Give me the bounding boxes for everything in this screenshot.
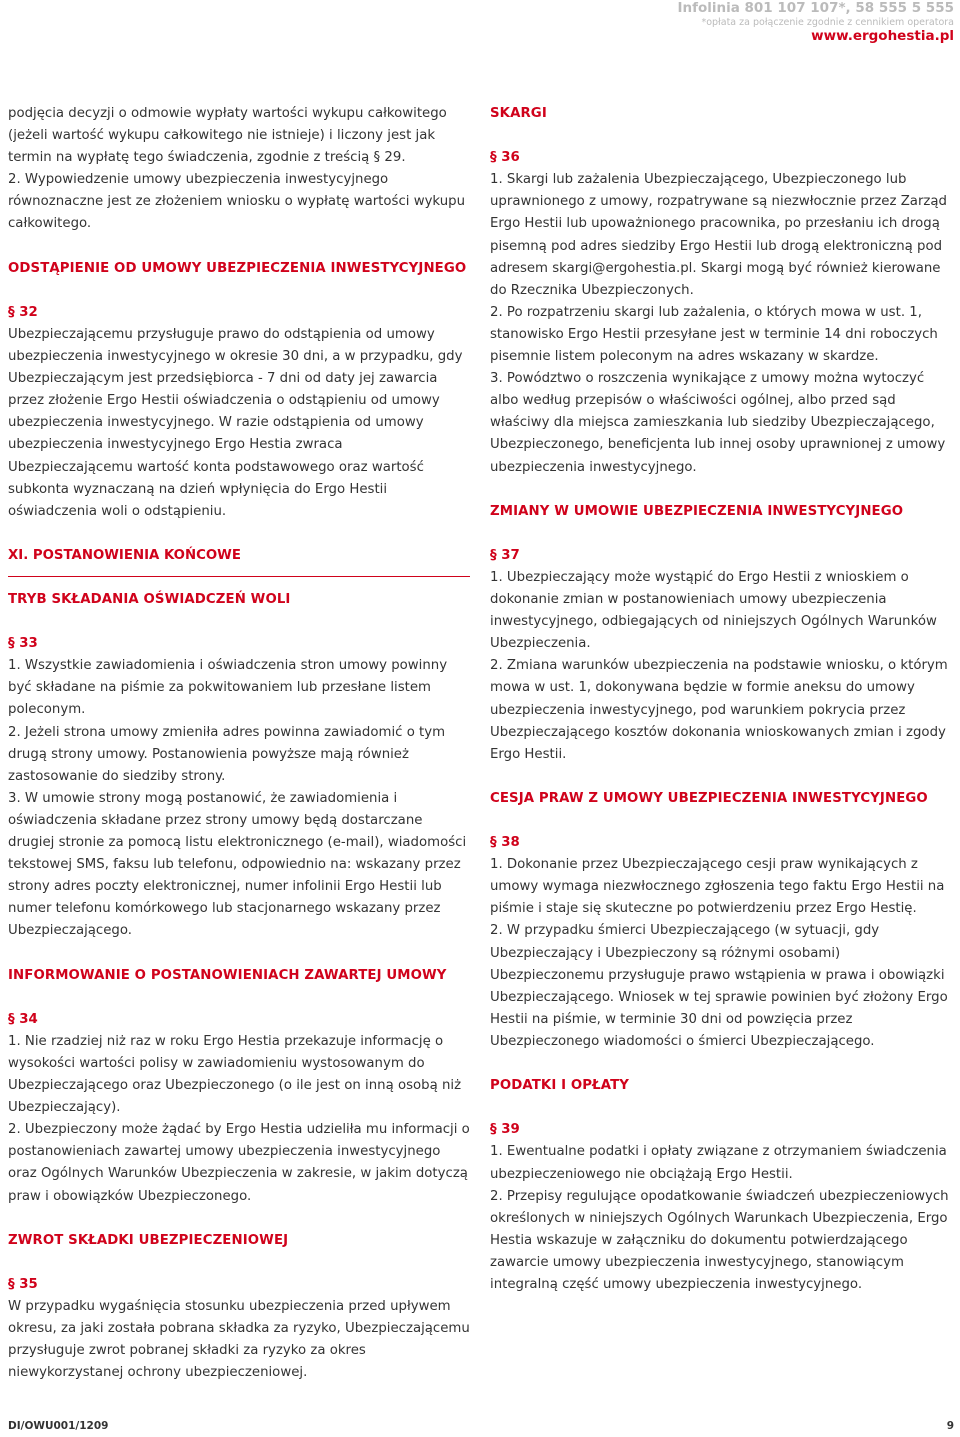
right-column (490, 103, 952, 1296)
paragraph-34-item: 2. Ubezpieczony może żądać by Ergo Hestia udzieliła mu informacji o postanowieniach zawartej umowy ubezpieczenia inwestycyjnego oraz Ogólnych Warunków Ubezpieczenia w zakresie, w jakim dotyczą praw i obowiązków Ubezpieczonego. (8, 1122, 470, 1204)
heading-podatki: PODATKI I OPŁATY (490, 1078, 630, 1094)
heading-tryb: TRYB SKŁADANIA OŚWIADCZEŃ WOLI (8, 591, 291, 607)
heading-odstapienie: ODSTĄPIENIE OD UMOWY UBEZPIECZENIA INWESTYCYJNEGO (8, 260, 467, 276)
website-link[interactable]: www.ergohestia.pl (811, 28, 954, 44)
page-header (677, 0, 954, 45)
paragraph-34-item: 1. Nie rzadziej niż raz w roku Ergo Hestia przekazuje informację o wysokości wartości polisy w zawiadomieniu wystosowanym do Ubezpieczającego oraz Ubezpieczonego (o ile jest on inną osobą niż Ubezpieczający). (8, 1033, 462, 1116)
paragraph-36-item: 3. Powództwo o roszczenia wynikające z umowy można wytoczyć albo według przepisów o właściwości ogólnej, albo przed sąd właściwy dla miejsca zamieszkania lub siedziby Ubezpieczającego, Ubezpieczonego, beneficjenta lub innej osoby uprawnionej z umowy ubezpieczenia inwestycyjnego. (490, 371, 946, 475)
paragraph-38-item: 1. Dokonanie przez Ubezpieczającego cesji praw wynikających z umowy wymaga niezwłocznego zgłoszenia tego faktu Ergo Hestii na piśmie i staje się skuteczne po potwierdzeniu przez Ergo Hestię. (490, 857, 945, 917)
paragraph-number-37: § 37 (490, 547, 520, 563)
intro-paragraph: podjęcia decyzji o odmowie wypłaty wartości wykupu całkowitego (jeżeli wartość wykupu całkowitego nie istnieje) i liczony jest jak termin na wypłatę tego świadczenia, zgodnie z treścią § 29. (8, 106, 447, 166)
paragraph-33-item: 3. W umowie strony mogą postanowić, że zawiadomienia i oświadczenia składane przez strony umowy będą dostarczane drugiej stronie za pomocą listu elektronicznego (e-mail), wiadomości tekstowej SMS, faksu lub telefonu, odpowiednio na: wskazany przez strony adres poczty elektronicznej, numer infolinii Ergo Hestii lub numer telefonu komórkowego lub stacjonarnego wskazany przez Ubezpieczającego. (8, 790, 467, 939)
paragraph-39-item: 2. Przepisy regulujące opodatkowanie świadczeń ubezpieczeniowych określonych w niniejszych Ogólnych Warunkach Ubezpieczenia, Ergo Hestia wskazuje w załączniku do dokumentu potwierdzającego zawarcie umowy ubezpieczenia inwestycyjnego, stanowiącym integralną część umowy ubezpieczenia inwestycyjnego. (490, 1188, 949, 1292)
paragraph-33-item: 1. Wszystkie zawiadomienia i oświadczenia stron umowy powinny być składane na piśmie za pokwitowaniem lub przesłane listem poleconym. (8, 658, 448, 718)
paragraph-36-item: 1. Skargi lub zażalenia Ubezpieczającego, Ubezpieczonego lub uprawnionego z umowy, rozpatrywane są niezwłocznie przez Zarząd Ergo Hestii lub upoważnionego pracownika, po przesłaniu ich drogą pisemną pod adres siedziby Ergo Hestii lub drogą elektroniczną pod adresem skargi@ergohestia.pl. Skargi mogą być również kierowane do Rzecznika Ubezpieczonych. (490, 172, 947, 298)
section-divider (8, 576, 470, 577)
heading-cesja: CESJA PRAW Z UMOWY UBEZPIECZENIA INWESTYCYJNEGO (490, 790, 928, 806)
paragraph-number-33: § 33 (8, 636, 38, 652)
section-xi-title: XI. POSTANOWIENIA KOŃCOWE (8, 547, 241, 563)
paragraph-number-35: § 35 (8, 1276, 38, 1292)
paragraph-number-32: § 32 (8, 304, 38, 320)
paragraph-number-39: § 39 (490, 1122, 520, 1138)
heading-skargi: SKARGI (490, 106, 547, 121)
paragraph-39-item: 1. Ewentualne podatki i opłaty związane z otrzymaniem świadczenia ubezpieczeniowego nie obciążają Ergo Hestii. (490, 1144, 947, 1182)
paragraph-36-item: 2. Po rozpatrzeniu skargi lub zażalenia, o których mowa w ust. 1, stanowisko Ergo Hestii przesyłane jest w terminie 14 dni roboczych pisemnie listem poleconym na adres wskazany w skardze. (490, 304, 938, 365)
document-code: DI/OWU001/1209 (8, 1420, 109, 1432)
paragraph-number-34: § 34 (8, 1011, 38, 1027)
intro-paragraph: 2. Wypowiedzenie umowy ubezpieczenia inwestycyjnego równoznaczne jest ze złożeniem wniosku o wypłatę wartości wykupu całkowitego. (8, 172, 466, 232)
paragraph-38-item: 2. W przypadku śmierci Ubezpieczającego (w sytuacji, gdy Ubezpieczający i Ubezpieczony są różnymi osobami) Ubezpieczonemu przysługuje prawo wstąpienia w prawa i obowiązki Ubezpieczającego. Wniosek w tej sprawie powinien być złożony Ergo Hestii na piśmie, w terminie 30 dni od powzięcia przez Ubezpieczonego wiadomości o śmierci Ubezpieczającego. (490, 923, 948, 1049)
paragraph-number-38: § 38 (490, 835, 520, 851)
infolinia-text: Infolinia 801 107 107*, 58 555 5 555 (677, 0, 954, 16)
paragraph-37-item: 2. Zmiana warunków ubezpieczenia na podstawie wniosku, o którym mowa w ust. 1, dokonywana będzie w formie aneksu do umowy ubezpieczenia inwestycyjnego, pod warunkiem pokrycia przez Ubezpieczającego kosztów dokonania wnioskowanych zmian i zgody Ergo Hestii. (490, 658, 948, 762)
page-footer (8, 1415, 954, 1437)
paragraph-32-text: Ubezpieczającemu przysługuje prawo do odstąpienia od umowy ubezpieczenia inwestycyjnego w okresie 30 dni, a w przypadku, gdy Ubezpieczającym jest przedsiębiorca - 7 dni od daty jej zawarcia przez złożenie Ergo Hestii oświadczenia o odstąpieniu od umowy ubezpieczenia inwestycyjnego. W razie odstąpienia od umowy ubezpieczenia inwestycyjnego Ergo Hestia zwraca Ubezpieczającemu wartość konta podstawowego oraz wartość subkonta wyznaczaną na dzień wpłynięcia do Ergo Hestii oświadczenia woli o odstąpieniu. (8, 326, 463, 519)
heading-zwrot: ZWROT SKŁADKI UBEZPIECZENIOWEJ (8, 1232, 289, 1248)
heading-informowanie: INFORMOWANIE O POSTANOWIENIACH ZAWARTEJ UMOWY (8, 967, 447, 983)
paragraph-35-text: W przypadku wygaśnięcia stosunku ubezpieczenia przed upływem okresu, za jaki została pobrana składka za ryzyko, Ubezpieczającemu przysługuje zwrot pobranej składki za ryzyko za okres niewykorzystanej ochrony ubezpieczeniowej. (8, 1298, 470, 1381)
paragraph-33-item: 2. Jeżeli strona umowy zmieniła adres powinna zawiadomić o tym drugą strony umowy. Postanowienia powyższe mają również zastosowanie do siedziby strony. (8, 724, 446, 784)
paragraph-number-36: § 36 (490, 150, 520, 166)
infolinia-note: *opłata za połączenie zgodnie z cennikiem operatora (701, 17, 954, 28)
paragraph-37-item: 1. Ubezpieczający może wystąpić do Ergo Hestii z wnioskiem o dokonanie zmian w postanowieniach umowy ubezpieczenia inwestycyjnego, odbiegających od niniejszych Ogólnych Warunków Ubezpieczenia. (490, 569, 937, 652)
heading-zmiany: ZMIANY W UMOWIE UBEZPIECZENIA INWESTYCYJNEGO (490, 503, 904, 519)
page-number: 9 (946, 1420, 954, 1432)
left-column (8, 103, 470, 1384)
